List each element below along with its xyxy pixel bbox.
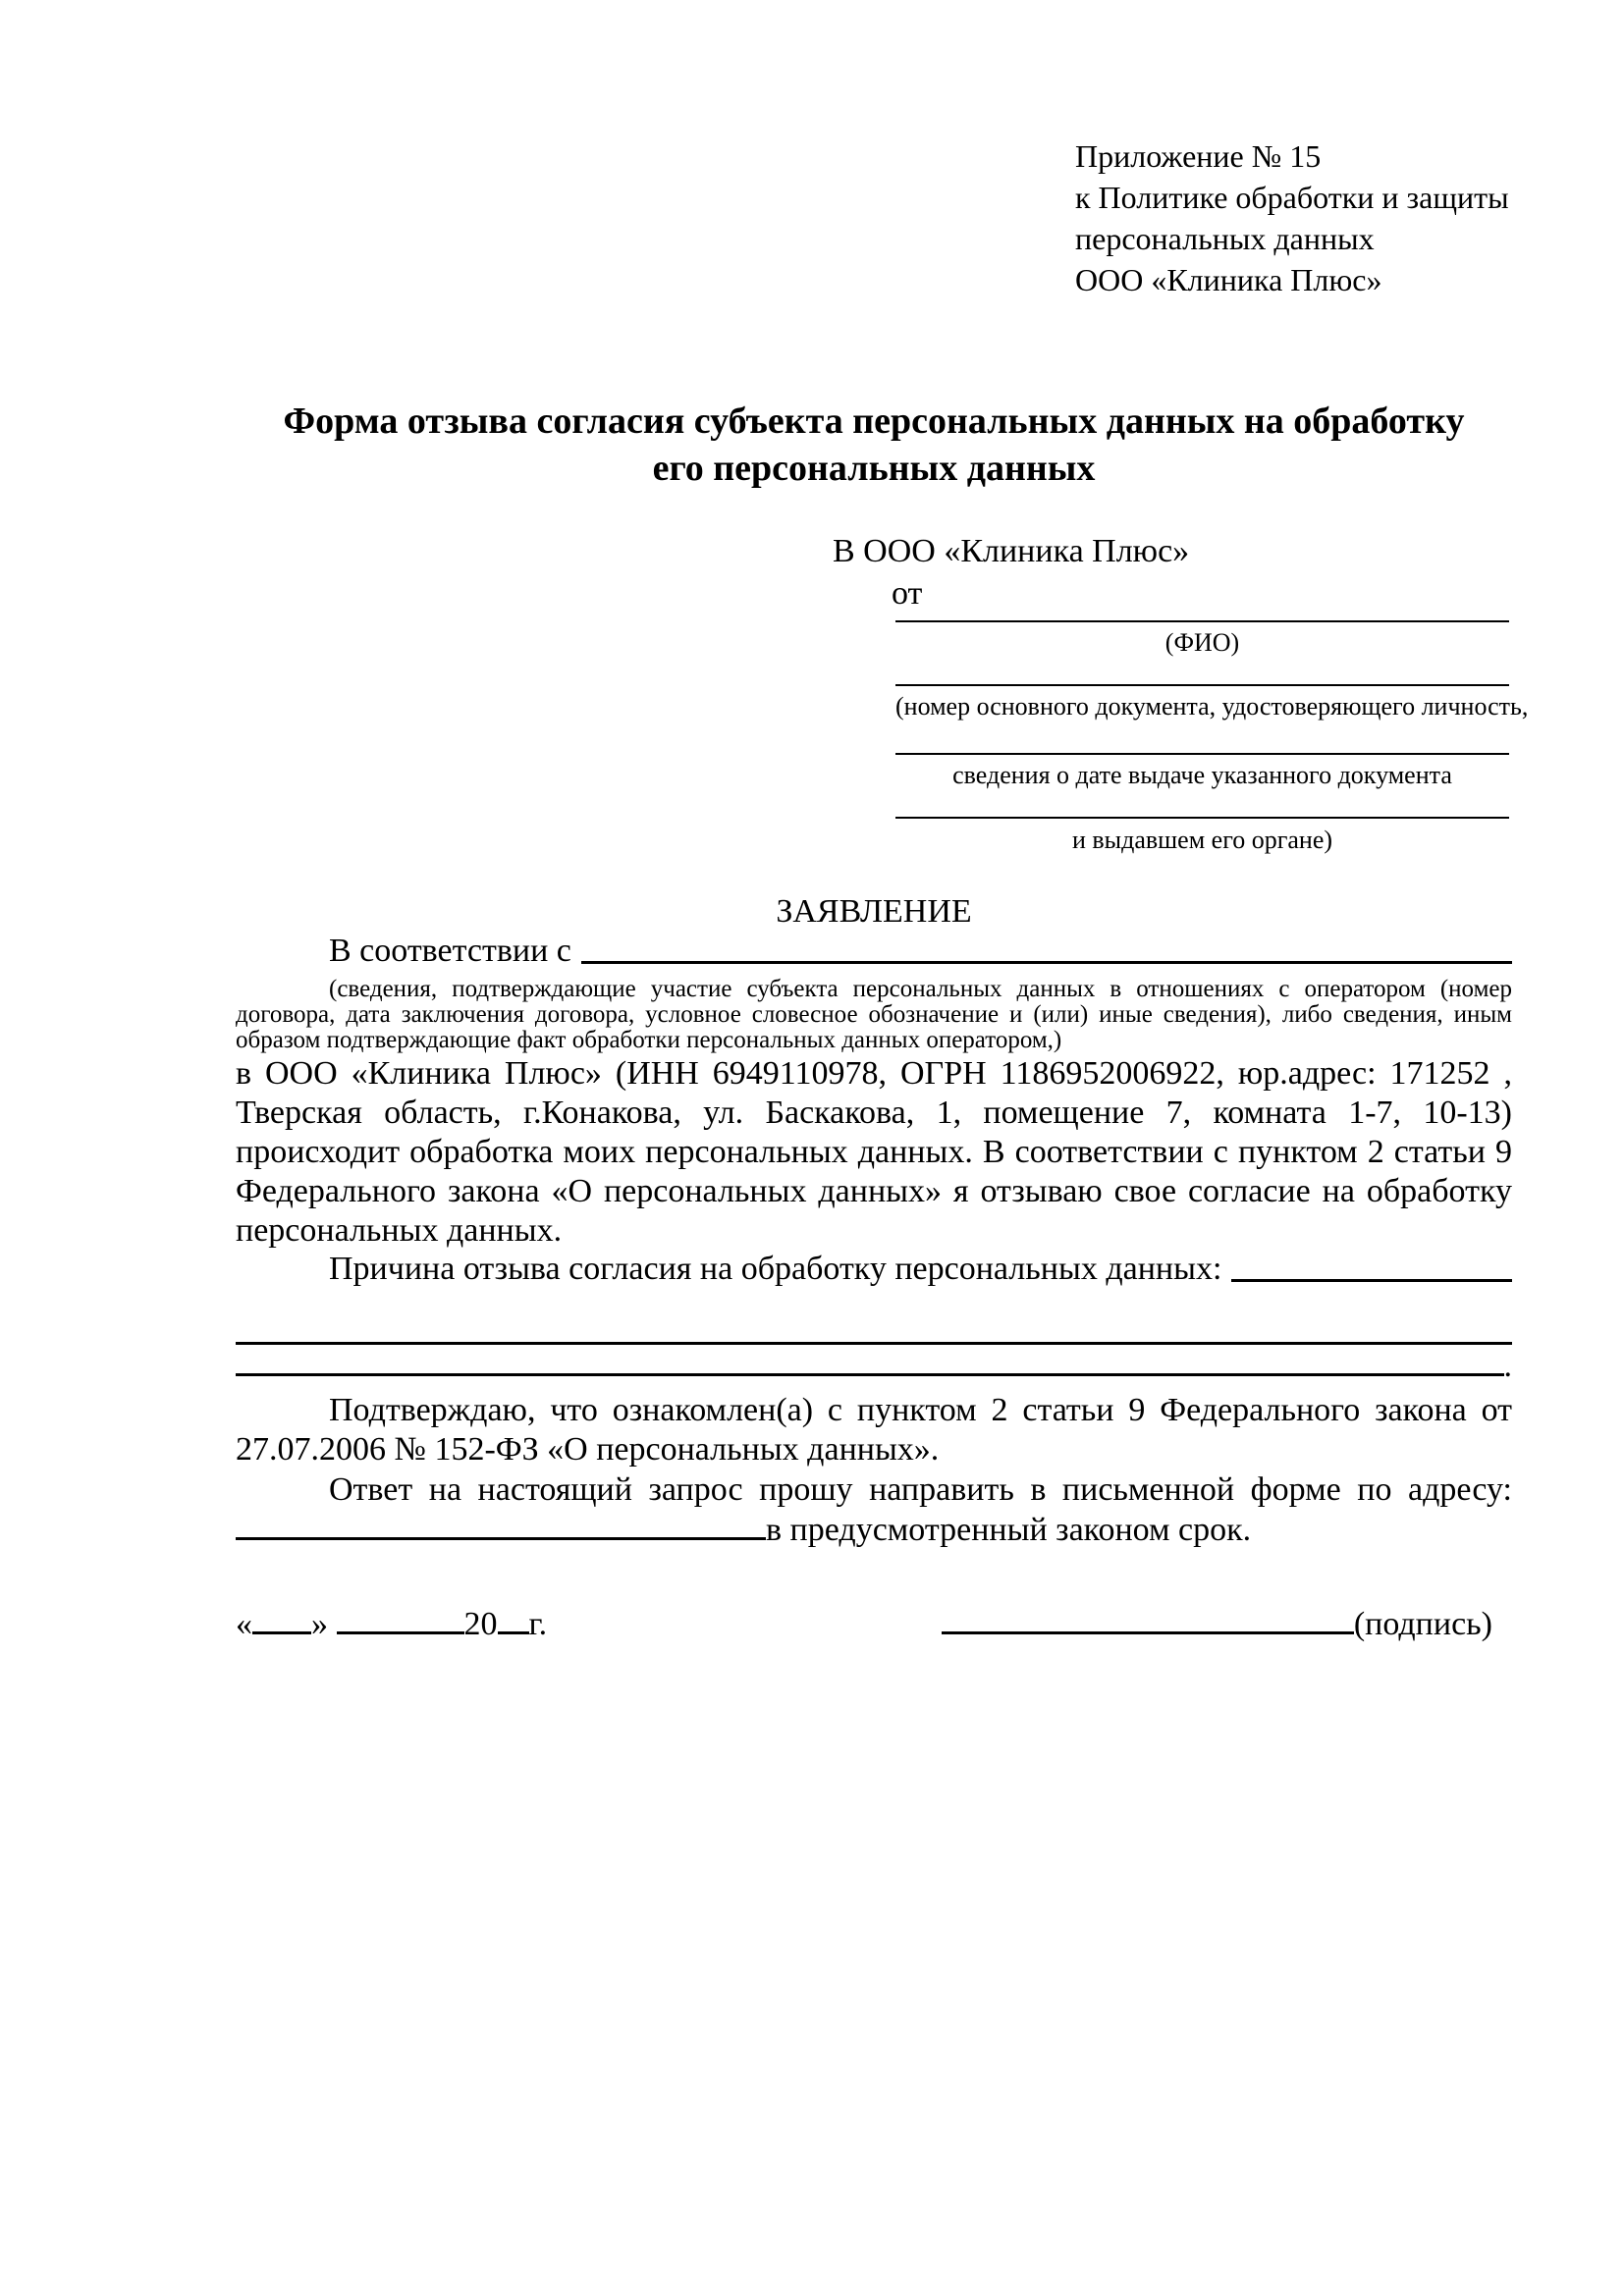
confirmation-text: Подтверждаю, что ознакомлен(а) с пунктом 2 статьи 9 Федерального закона от 27.07.2006 № 152-ФЗ «О персональных данных». — [236, 1392, 1512, 1468]
form-title — [236, 398, 1512, 492]
form-title-line-2: его персональных данных — [652, 448, 1096, 489]
doc-issuer-blank-line[interactable] — [895, 817, 1509, 819]
signature-row — [236, 1606, 1492, 1643]
statement-heading: ЗАЯВЛЕНИЕ — [776, 893, 972, 930]
header-note — [1075, 135, 1509, 300]
date-day-blank[interactable] — [252, 1631, 311, 1634]
date-year-suffix: г. — [528, 1606, 548, 1642]
addressee-to: В ООО «Клиника Плюс» — [833, 533, 1190, 569]
header-note-line-2: к Политике обработки и защиты — [1075, 180, 1509, 215]
reply-paragraph — [236, 1469, 1512, 1550]
date-open-quote: « — [236, 1606, 252, 1642]
basis-note: (сведения, подтверждающие участие субъекта персональных данных в отношениях с оператором (номер договора, дата заключения договора, условное словесное обозначение и (или) иные сведения), либо сведения, иным образом подтверждающие факт обработки персональных данных оператором,) — [236, 976, 1512, 1053]
doc-number-blank-line[interactable] — [895, 684, 1509, 686]
sentence-period: . — [1503, 1348, 1512, 1384]
reason-blank-line-3-row — [236, 1348, 1512, 1385]
doc-issuer-caption: и выдавшем его органе) — [1071, 826, 1333, 854]
signature-field — [942, 1606, 1492, 1643]
reason-blank-line-2[interactable] — [236, 1342, 1512, 1345]
basis-blank-line[interactable] — [581, 933, 1512, 964]
reason-label: Причина отзыва согласия на обработку персональных данных: — [329, 1251, 1222, 1287]
signature-blank-line[interactable] — [942, 1631, 1354, 1634]
doc-number-caption: (номер основного документа, удостоверяющего личность, — [895, 692, 1529, 721]
addressee-from-label: от — [892, 575, 923, 612]
date-month-blank[interactable] — [337, 1631, 464, 1634]
reply-address-blank-line[interactable] — [236, 1537, 766, 1540]
reason-blank-line-3[interactable] — [236, 1373, 1504, 1376]
basis-row — [236, 933, 1512, 970]
reply-text-prefix: Ответ на настоящий запрос прошу направить в письменной форме по адресу: — [329, 1471, 1512, 1508]
basis-label: В соответствии с — [329, 933, 571, 969]
reply-text-suffix: в предусмотренный законом срок. — [766, 1512, 1252, 1548]
statement-body: в ООО «Клиника Плюс» (ИНН 6949110978, ОГРН 1186952006922, юр.адрес: 171252 , Тверская область, г.Конакова, ул. Баскакова, 1, помещение 7, комната 1-7, 10-13) происходит обработка моих персональных данных. В соответствии с пунктом 2 статьи 9 Федерального закона «О персональных данных» я отзываю свое согласие на обработку персональных данных. — [236, 1055, 1512, 1249]
header-note-line-3: персональных данных — [1075, 221, 1375, 256]
date-close-quote: » — [311, 1606, 328, 1642]
date-field — [236, 1606, 547, 1643]
header-note-line-4: ООО «Клиника Плюс» — [1075, 262, 1382, 297]
fio-blank-line[interactable] — [895, 620, 1509, 622]
signature-caption: (подпись) — [1353, 1606, 1492, 1642]
reason-blank-line[interactable] — [1231, 1251, 1512, 1282]
reason-row — [236, 1251, 1512, 1288]
date-year-blank[interactable] — [498, 1631, 529, 1634]
doc-issue-date-blank-line[interactable] — [895, 753, 1509, 755]
form-title-line-1: Форма отзыва согласия субъекта персональных данных на обработку — [283, 400, 1465, 442]
date-year-prefix: 20 — [463, 1606, 498, 1642]
doc-issue-date-caption: сведения о дате выдаче указанного документа — [952, 761, 1452, 789]
fio-caption: (ФИО) — [1164, 628, 1240, 657]
header-note-line-1: Приложение № 15 — [1075, 138, 1322, 174]
